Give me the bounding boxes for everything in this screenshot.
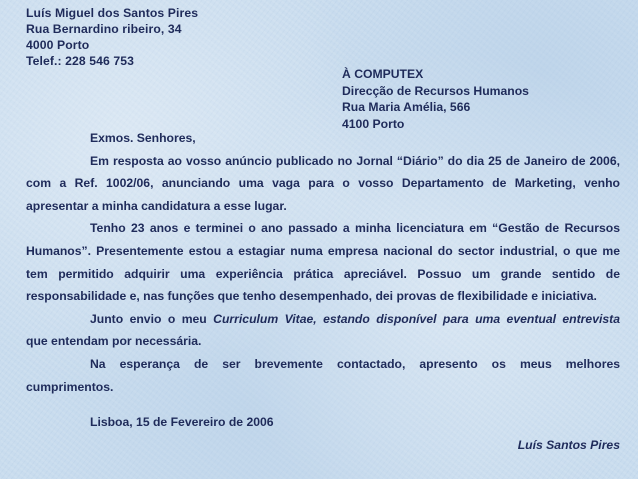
paragraph-1-line-3: apresentar a minha candidatura a esse lugar. [26,198,287,213]
paragraph-3-italic: Curriculum Vitae, estando disponível para uma eventual entrevista [213,311,620,326]
sender-address: Rua Bernardino ribeiro, 34 [26,22,182,36]
recipient-city: 4100 Porto [342,116,405,131]
paragraph-1-line-2: com a Ref. 1002/06, anunciando uma vaga para o vosso Departamento de Marketing, venho [26,176,620,191]
sender-name: Luís Miguel dos Santos Pires [26,6,199,20]
paragraph-4-line-1: Na esperança de ser brevemente contactado, apresento os meus melhores [90,356,620,371]
paragraph-3-lead: Junto envio o meu [90,311,214,326]
paragraph-2-line-2: Humanos”. Presentemente estou a estagiar numa empresa nacional do sector industrial, o que me [26,243,620,258]
paragraph-2-line-4: responsabilidade e, nas funções que tenho desempenhado, dei provas de flexibilidade e iniciativa. [26,289,597,304]
place-date: Lisboa, 15 de Fevereiro de 2006 [90,415,274,429]
paragraph-3-line-1 [26,311,620,334]
sender-block [26,5,198,69]
signature: Luís Santos Pires [517,438,620,452]
paragraph-2-line-1: Tenho 23 anos e terminei o ano passado a minha licenciatura em “Gestão de Recursos [90,221,620,236]
paragraph-2-line-3: tem permitido adquirir uma experiência prática apreciável. Possuo um grande sentido de [26,266,620,281]
sender-phone: Telef.: 228 546 753 [26,54,135,68]
recipient-address: Rua Maria Amélia, 566 [342,100,471,114]
recipient-department: Direcção de Recursos Humanos [342,83,529,98]
recipient-company: À COMPUTEX [342,67,424,81]
sender-city: 4000 Porto [26,38,90,52]
paragraph-4-line-2: cumprimentos. [26,379,114,394]
letter-body [26,130,620,401]
paragraph-3-line-2: que entendam por necessária. [26,334,202,349]
paragraph-1-line-1: Em resposta ao vosso anúncio publicado no Jornal “Diário” do dia 25 de Janeiro de 2006, [90,153,620,168]
salutation: Exmos. Senhores, [90,131,196,145]
recipient-block [342,66,529,132]
